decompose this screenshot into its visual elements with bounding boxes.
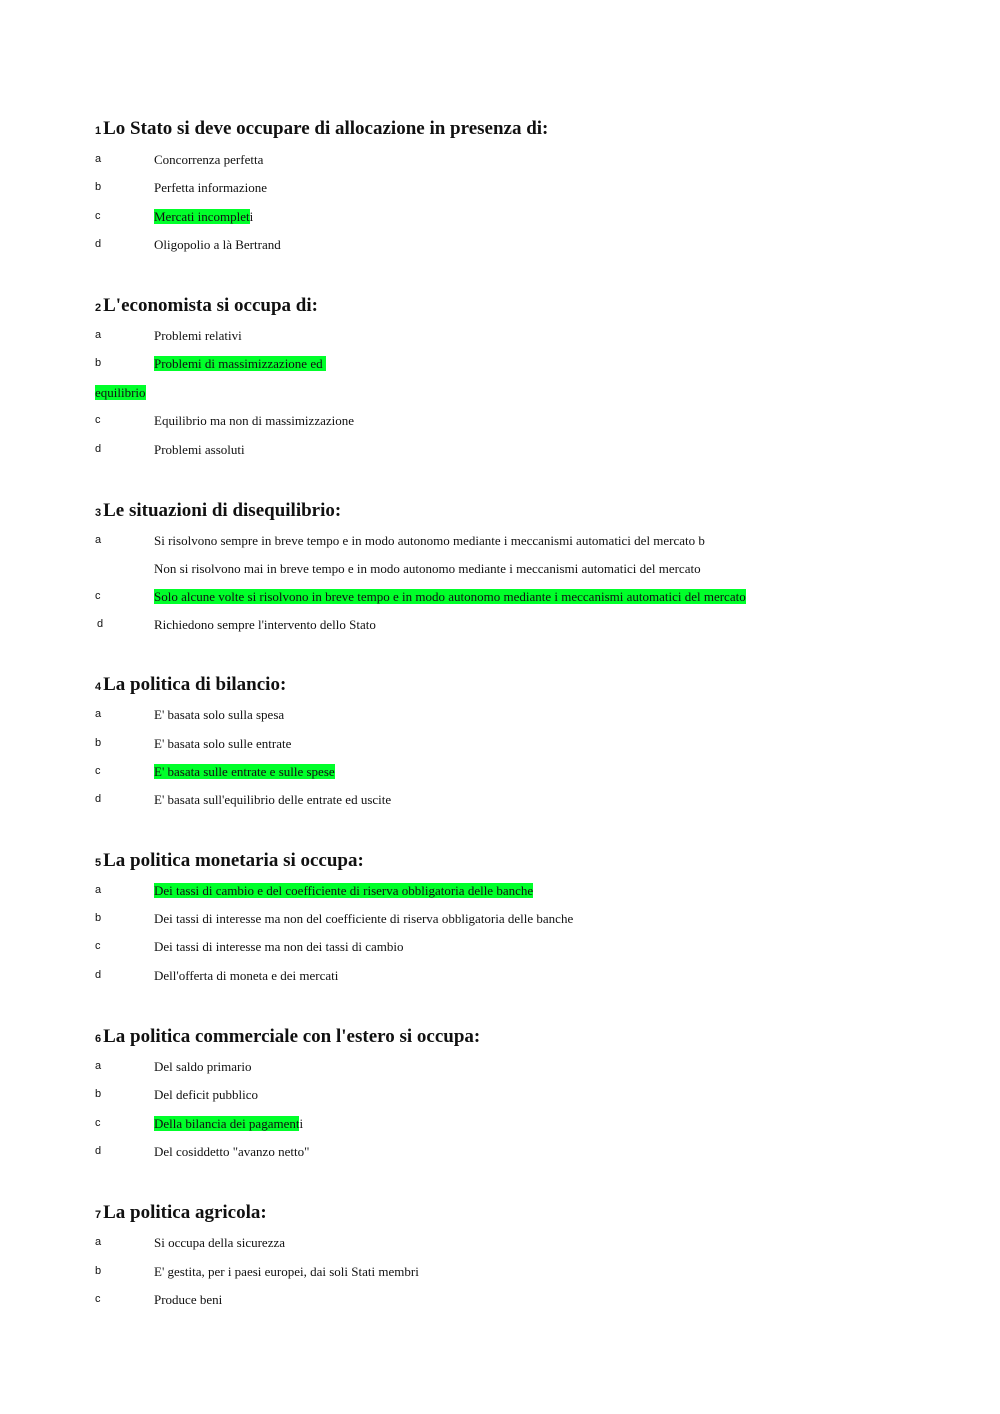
option-letter: a bbox=[95, 884, 102, 896]
option-letter: d bbox=[95, 1145, 102, 1157]
option-letter: b bbox=[95, 737, 102, 749]
option-text: Problemi relativi bbox=[154, 328, 242, 343]
option-text: Concorrenza perfetta bbox=[154, 152, 264, 167]
option-letter: a bbox=[95, 1060, 102, 1072]
option-text: E' gestita, per i paesi europei, dai soli Stati membri bbox=[154, 1264, 419, 1279]
option-letter: a bbox=[95, 329, 102, 341]
option-text: Del cosiddetto "avanzo netto" bbox=[154, 1144, 310, 1159]
option-letter: a bbox=[95, 534, 102, 546]
highlighted-answer: E' basata sulle entrate e sulle spese bbox=[154, 764, 335, 779]
question-number: 7 bbox=[95, 1209, 102, 1221]
question-text: La politica monetaria si occupa: bbox=[103, 850, 364, 871]
option-text: Dei tassi di interesse ma non del coefficiente di riserva obbligatoria delle banche bbox=[154, 911, 574, 926]
option-letter: a bbox=[95, 1236, 102, 1248]
option-letter: a bbox=[95, 708, 102, 720]
question-number: 2 bbox=[95, 302, 102, 314]
option-letter: c bbox=[95, 1117, 101, 1129]
option-text: Perfetta informazione bbox=[154, 180, 267, 195]
question-text: L'economista si occupa di: bbox=[103, 295, 318, 316]
option-text: Equilibrio ma non di massimizzazione bbox=[154, 413, 355, 428]
option-text: Non si risolvono mai in breve tempo e in modo autonomo mediante i meccanismi automatici del mercato bbox=[154, 561, 701, 576]
option-text-correct bbox=[154, 1117, 303, 1130]
option-text-correct bbox=[154, 765, 335, 778]
highlighted-answer: Dei tassi di cambio e del coefficiente di riserva obbligatoria delle banche bbox=[154, 883, 534, 898]
option-letter: d bbox=[95, 793, 102, 805]
question-5 bbox=[95, 851, 364, 870]
option-text: Richiedono sempre l'intervento dello Stato bbox=[154, 617, 376, 632]
option-text: E' basata sull'equilibrio delle entrate ed uscite bbox=[154, 792, 392, 807]
option-letter: d bbox=[95, 238, 102, 250]
question-1 bbox=[95, 119, 548, 138]
answer-tail: i bbox=[299, 1116, 304, 1131]
option-letter: c bbox=[95, 765, 101, 777]
highlighted-answer: Della bilancia dei pagament bbox=[154, 1116, 300, 1131]
question-number: 6 bbox=[95, 1033, 102, 1045]
option-text: E' basata solo sulla spesa bbox=[154, 707, 285, 722]
question-number: 3 bbox=[95, 507, 102, 519]
question-text: La politica commerciale con l'estero si occupa: bbox=[103, 1026, 481, 1047]
option-letter: c bbox=[95, 940, 101, 952]
question-4 bbox=[95, 675, 286, 694]
option-text-correct bbox=[154, 210, 253, 223]
question-text: Lo Stato si deve occupare di allocazione in presenza di: bbox=[103, 118, 549, 139]
option-letter: c bbox=[95, 590, 101, 602]
question-6 bbox=[95, 1027, 480, 1046]
option-text-correct bbox=[154, 357, 326, 370]
option-text: Del deficit pubblico bbox=[154, 1087, 258, 1102]
option-letter: c bbox=[95, 1293, 101, 1305]
question-2 bbox=[95, 296, 318, 315]
option-text: Produce beni bbox=[154, 1292, 223, 1307]
highlighted-answer: Mercati incomplet bbox=[154, 209, 250, 224]
option-letter: b bbox=[95, 1088, 102, 1100]
question-text: La politica di bilancio: bbox=[103, 674, 287, 695]
option-letter: a bbox=[95, 153, 102, 165]
option-text: E' basata solo sulle entrate bbox=[154, 736, 292, 751]
option-letter: b bbox=[95, 357, 102, 369]
question-3 bbox=[95, 501, 341, 520]
highlighted-answer: Solo alcune volte si risolvono in breve tempo e in modo autonomo mediante i meccanismi automatici del mercato bbox=[154, 589, 746, 604]
question-number: 5 bbox=[95, 857, 102, 869]
highlighted-answer: Problemi di massimizzazione ed bbox=[154, 356, 323, 371]
option-text: Dei tassi di interesse ma non dei tassi di cambio bbox=[154, 939, 404, 954]
option-text-wrap bbox=[95, 386, 146, 399]
option-text: Dell'offerta di moneta e dei mercati bbox=[154, 968, 339, 983]
option-letter: d bbox=[95, 443, 102, 455]
option-letter: b bbox=[95, 181, 102, 193]
question-number: 4 bbox=[95, 681, 102, 693]
option-text-correct bbox=[154, 884, 533, 897]
question-number: 1 bbox=[95, 125, 102, 137]
option-text-correct bbox=[154, 590, 746, 603]
option-letter: d bbox=[95, 969, 102, 981]
option-letter: d bbox=[97, 618, 104, 630]
question-7 bbox=[95, 1203, 267, 1222]
option-text: Del saldo primario bbox=[154, 1059, 252, 1074]
option-letter: c bbox=[95, 414, 101, 426]
question-text: Le situazioni di disequilibrio: bbox=[103, 500, 342, 521]
question-text: La politica agricola: bbox=[103, 1202, 267, 1223]
option-text: Problemi assoluti bbox=[154, 442, 245, 457]
option-text: Si risolvono sempre in breve tempo e in modo autonomo mediante i meccanismi automatici del mercato b bbox=[154, 533, 705, 548]
option-text: Oligopolio a là Bertrand bbox=[154, 237, 281, 252]
highlighted-answer-wrap: equilibrio bbox=[95, 385, 146, 400]
answer-tail: i bbox=[249, 209, 254, 224]
option-letter: b bbox=[95, 912, 102, 924]
option-letter: c bbox=[95, 210, 101, 222]
option-letter: b bbox=[95, 1265, 102, 1277]
option-text: Si occupa della sicurezza bbox=[154, 1235, 286, 1250]
